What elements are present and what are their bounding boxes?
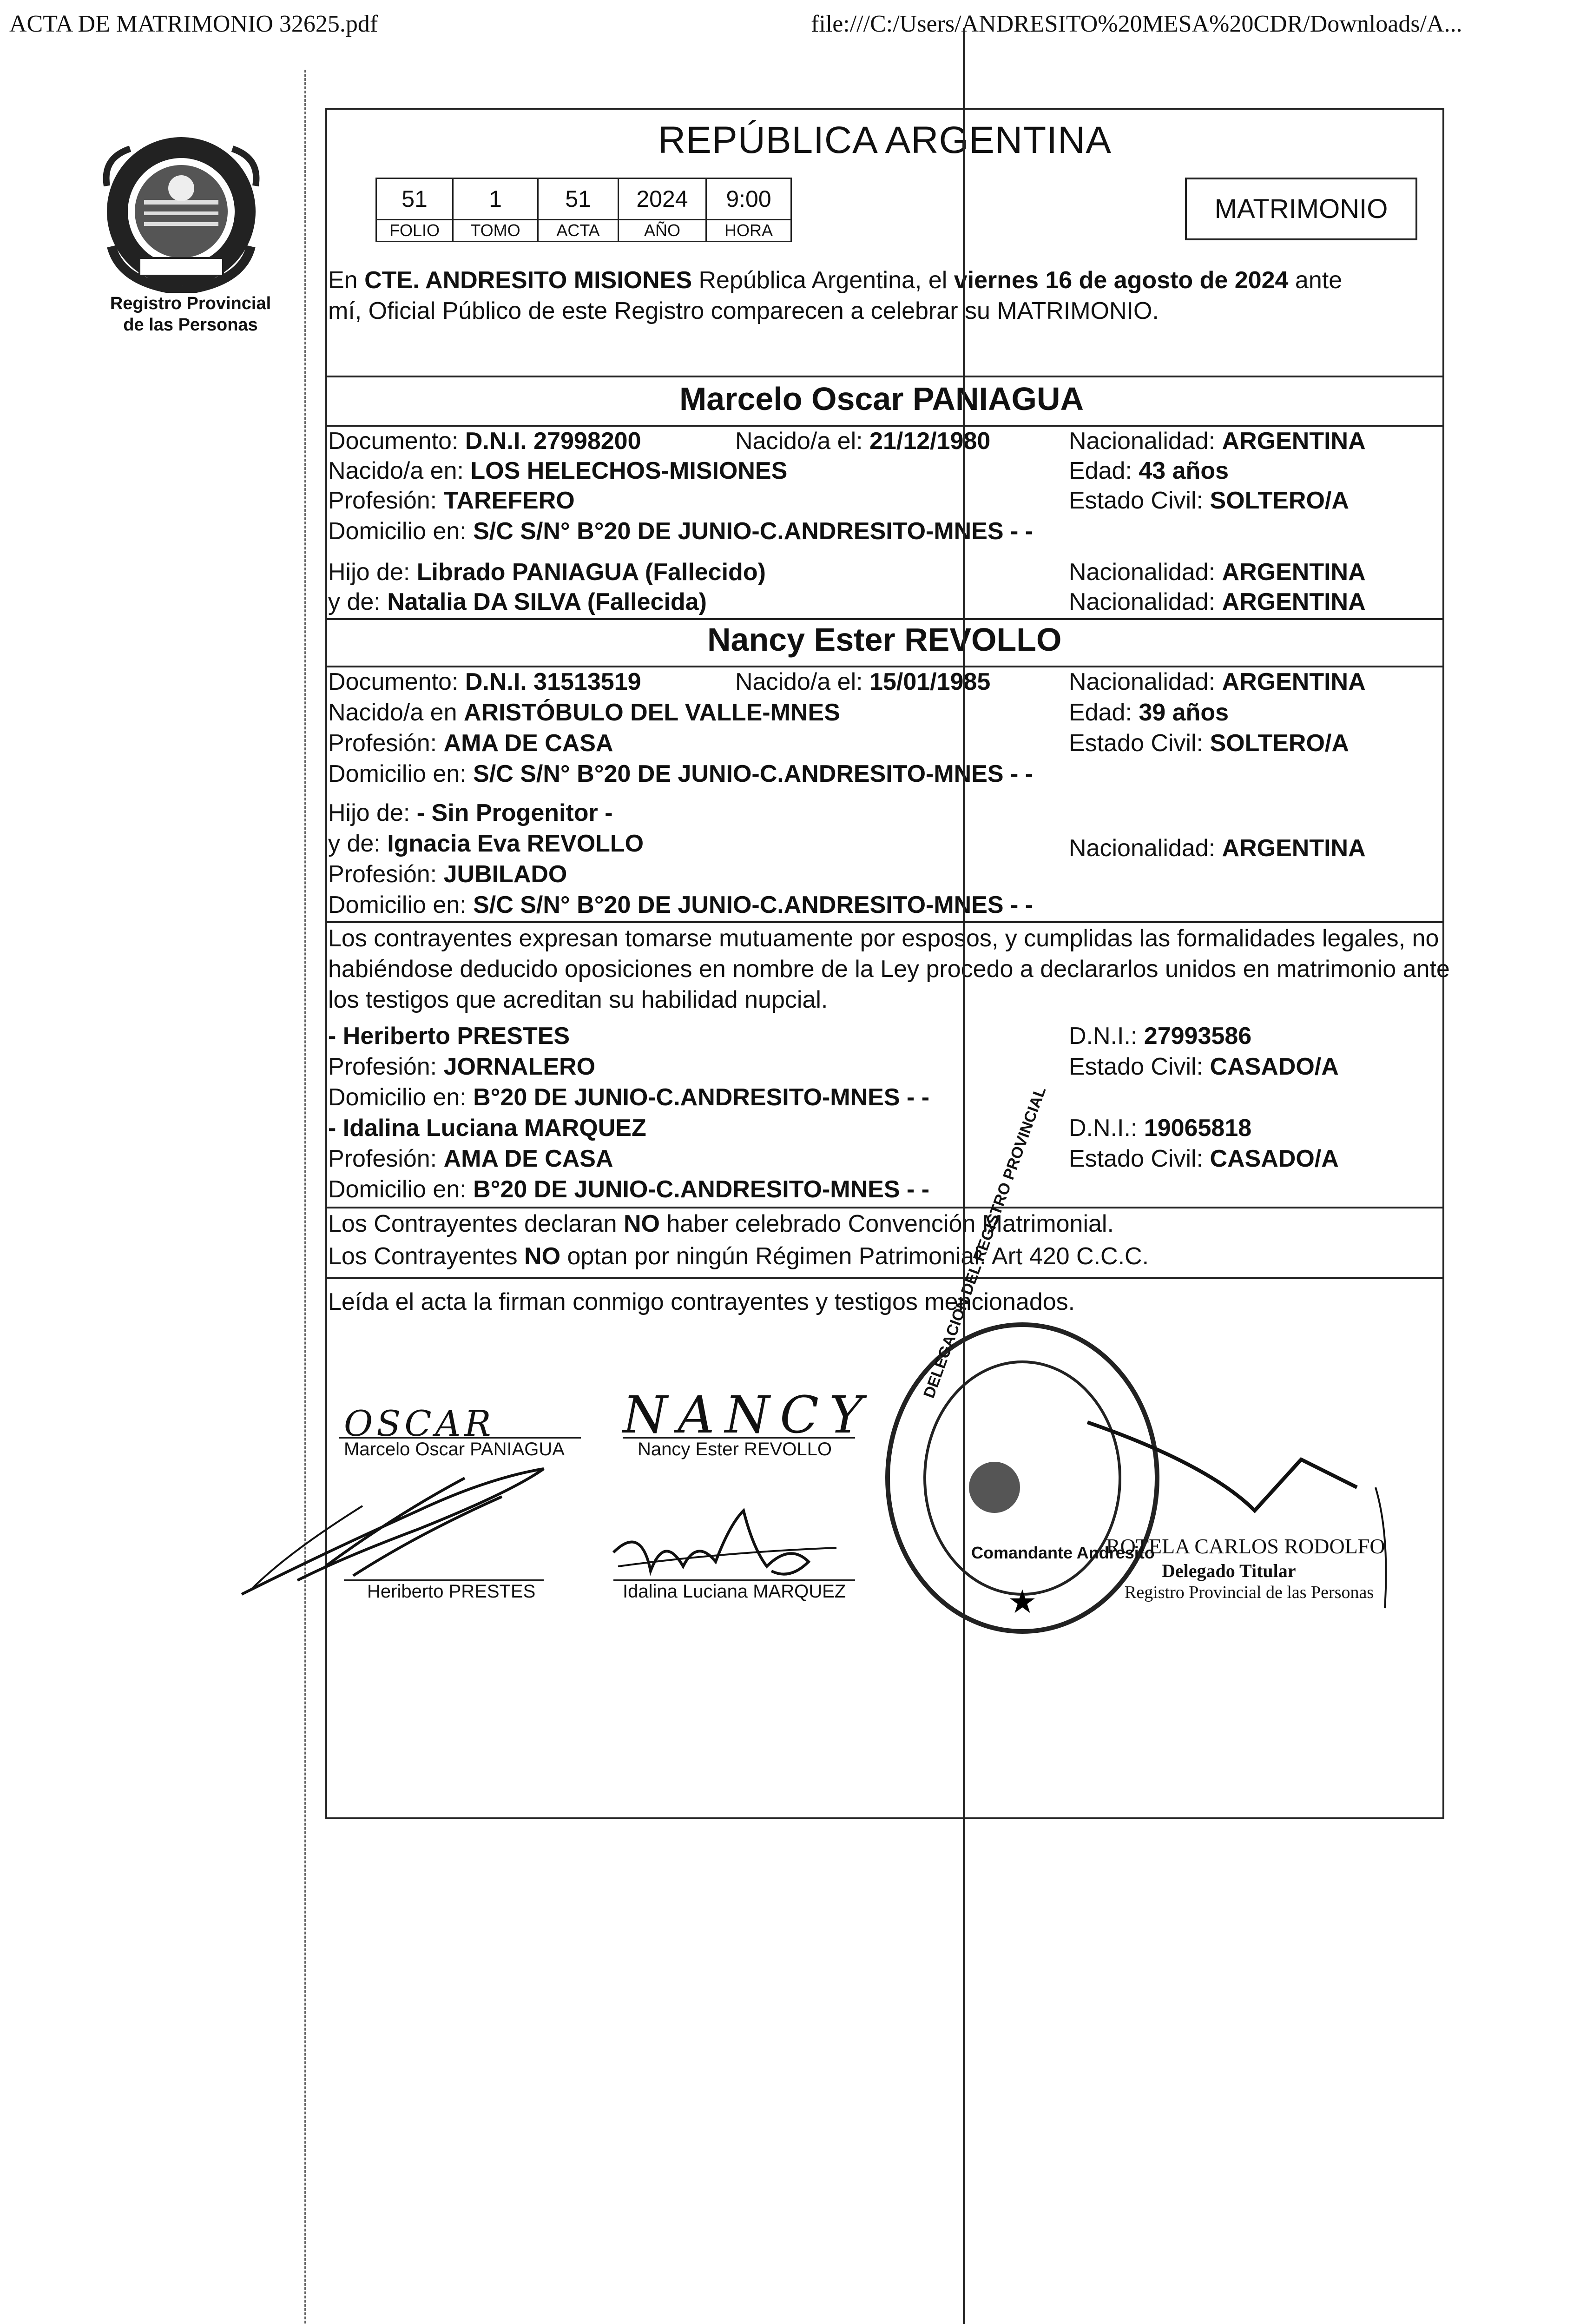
bride-age: Edad: 39 años bbox=[1069, 699, 1229, 726]
registry-tomo-value: 1 bbox=[453, 178, 538, 220]
groom-mother: y de: Natalia DA SILVA (Fallecida) bbox=[328, 588, 707, 615]
bride-mother: y de: Ignacia Eva REVOLLO bbox=[328, 830, 644, 857]
groom-document: Documento: D.N.I. 27998200 bbox=[328, 428, 641, 455]
logo-caption-line1: Registro Provincial bbox=[110, 294, 271, 313]
witness1-profession: Profesión: JORNALERO bbox=[328, 1053, 596, 1080]
groom-civil-status: Estado Civil: SOLTERO/A bbox=[1069, 487, 1349, 514]
groom-father-nationality: Nacionalidad: ARGENTINA bbox=[1069, 559, 1366, 586]
bride-signature-caption: Nancy Ester REVOLLO bbox=[638, 1439, 832, 1459]
divider bbox=[325, 618, 1444, 620]
witness2-civil-status: Estado Civil: CASADO/A bbox=[1069, 1145, 1339, 1172]
divider bbox=[325, 921, 1444, 923]
witness1-address: Domicilio en: B°20 DE JUNIO-C.ANDRESITO-MNES - - bbox=[328, 1084, 930, 1111]
witness1-signature-caption: Heriberto PRESTES bbox=[367, 1581, 536, 1602]
witness2-name: - Idalina Luciana MARQUEZ bbox=[328, 1115, 646, 1142]
convention-line2: Los Contrayentes NO optan por ningún Régimen Patrimonial. Art 420 C.C.C. bbox=[328, 1243, 1149, 1270]
registry-year-value: 2024 bbox=[619, 178, 706, 220]
declaration-line1: Los contrayentes expresan tomarse mutuamente por esposos, y cumplidas las formalidades legales, no bbox=[328, 925, 1439, 952]
witness1-dni: D.N.I.: 27993586 bbox=[1069, 1023, 1252, 1050]
official-office: Registro Provincial de las Personas bbox=[1125, 1583, 1374, 1602]
closing-text: Leída el acta la firman conmigo contrayentes y testigos mencionados. bbox=[328, 1288, 1075, 1315]
scan-fold-line bbox=[963, 28, 965, 2324]
groom-mother-nationality: Nacionalidad: ARGENTINA bbox=[1069, 588, 1366, 615]
bride-name: Nancy Ester REVOLLO bbox=[707, 621, 1062, 658]
bride-profession: Profesión: AMA DE CASA bbox=[328, 730, 613, 757]
logo-caption-line2: de las Personas bbox=[123, 315, 258, 335]
registry-year-label: AÑO bbox=[619, 220, 706, 242]
intro-line2: mí, Oficial Público de este Registro comparecen a celebrar su MATRIMONIO. bbox=[328, 297, 1159, 324]
official-title: Delegado Titular bbox=[1162, 1560, 1296, 1581]
file-url-header: file:///C:/Users/ANDRESITO%20MESA%20CDR/Downloads/A... bbox=[811, 11, 1462, 37]
registry-acta-value: 51 bbox=[538, 178, 619, 220]
convention-line1: Los Contrayentes declaran NO haber celebrado Convención Matrimonial. bbox=[328, 1210, 1114, 1237]
provincial-seal-logo bbox=[93, 130, 270, 293]
registry-folio-label: FOLIO bbox=[376, 220, 453, 242]
bride-mother-profession: Profesión: JUBILADO bbox=[328, 861, 567, 888]
groom-signature-caption: Marcelo Oscar PANIAGUA bbox=[344, 1439, 565, 1459]
stamp-ring-text: DELEGACION DEL REGISTRO PROVINCIAL bbox=[920, 1084, 1050, 1400]
witness2-profession: Profesión: AMA DE CASA bbox=[328, 1145, 613, 1172]
bride-mother-nationality: Nacionalidad: ARGENTINA bbox=[1069, 835, 1366, 862]
signature-line bbox=[344, 1579, 544, 1581]
bride-mother-address: Domicilio en: S/C S/N° B°20 DE JUNIO-C.ANDRESITO-MNES - - bbox=[328, 891, 1034, 918]
svg-text:★: ★ bbox=[1007, 1583, 1037, 1621]
groom-father: Hijo de: Librado PANIAGUA (Fallecido) bbox=[328, 559, 766, 586]
signature-line bbox=[339, 1437, 581, 1439]
registry-acta-label: ACTA bbox=[538, 220, 619, 242]
registry-box bbox=[375, 178, 792, 242]
declaration-line3: los testigos que acreditan su habilidad nupcial. bbox=[328, 986, 828, 1013]
divider bbox=[325, 1207, 1444, 1208]
bride-birth-place: Nacido/a en ARISTÓBULO DEL VALLE-MNES bbox=[328, 699, 840, 726]
witness1-civil-status: Estado Civil: CASADO/A bbox=[1069, 1053, 1339, 1080]
bride-signature: NANCY bbox=[623, 1385, 873, 1445]
groom-name: Marcelo Oscar PANIAGUA bbox=[679, 381, 1084, 417]
signature-line bbox=[623, 1437, 855, 1439]
groom-address: Domicilio en: S/C S/N° B°20 DE JUNIO-C.ANDRESITO-MNES - - bbox=[328, 518, 1034, 545]
groom-profession: Profesión: TAREFERO bbox=[328, 487, 575, 514]
bride-birth-date: Nacido/a el: 15/01/1985 bbox=[735, 668, 991, 695]
witness2-signature-caption: Idalina Luciana MARQUEZ bbox=[623, 1581, 846, 1602]
registry-folio-value: 51 bbox=[376, 178, 453, 220]
witness1-name: - Heriberto PRESTES bbox=[328, 1023, 570, 1050]
divider bbox=[325, 376, 1444, 377]
groom-birth-date: Nacido/a el: 21/12/1980 bbox=[735, 428, 991, 455]
logo-caption bbox=[88, 293, 293, 336]
act-type-box: MATRIMONIO bbox=[1185, 178, 1417, 240]
official-name: ROTELA CARLOS RODOLFO bbox=[1106, 1534, 1385, 1558]
bride-civil-status: Estado Civil: SOLTERO/A bbox=[1069, 730, 1349, 757]
bride-nationality: Nacionalidad: ARGENTINA bbox=[1069, 668, 1366, 695]
file-name-header: ACTA DE MATRIMONIO 32625.pdf bbox=[9, 11, 378, 37]
groom-nationality: Nacionalidad: ARGENTINA bbox=[1069, 428, 1366, 455]
registry-hour-label: HORA bbox=[706, 220, 791, 242]
witness2-dni: D.N.I.: 19065818 bbox=[1069, 1115, 1252, 1142]
left-margin-guide bbox=[304, 70, 306, 2324]
witness2-address: Domicilio en: B°20 DE JUNIO-C.ANDRESITO-MNES - - bbox=[328, 1176, 930, 1203]
groom-age: Edad: 43 años bbox=[1069, 457, 1229, 484]
bride-address: Domicilio en: S/C S/N° B°20 DE JUNIO-C.ANDRESITO-MNES - - bbox=[328, 760, 1034, 787]
groom-birth-place: Nacido/a en: LOS HELECHOS-MISIONES bbox=[328, 457, 788, 484]
stamp-inner-text: Comandante Andresito bbox=[971, 1543, 1155, 1562]
registry-hour-value: 9:00 bbox=[706, 178, 791, 220]
declaration-line2: habiéndose deducido oposiciones en nombre de la Ley procedo a declararlos unidos en matrimonio ante bbox=[328, 956, 1450, 983]
registry-tomo-label: TOMO bbox=[453, 220, 538, 242]
intro-line1: En CTE. ANDRESITO MISIONES República Argentina, el viernes 16 de agosto de 2024 ante bbox=[328, 267, 1343, 294]
page-title: REPÚBLICA ARGENTINA bbox=[658, 119, 1112, 161]
groom-signature: OSCAR bbox=[344, 1403, 495, 1444]
divider bbox=[325, 1277, 1444, 1279]
signature-line bbox=[613, 1579, 855, 1581]
bride-document: Documento: D.N.I. 31513519 bbox=[328, 668, 641, 695]
bride-father: Hijo de: - Sin Progenitor - bbox=[328, 799, 613, 826]
